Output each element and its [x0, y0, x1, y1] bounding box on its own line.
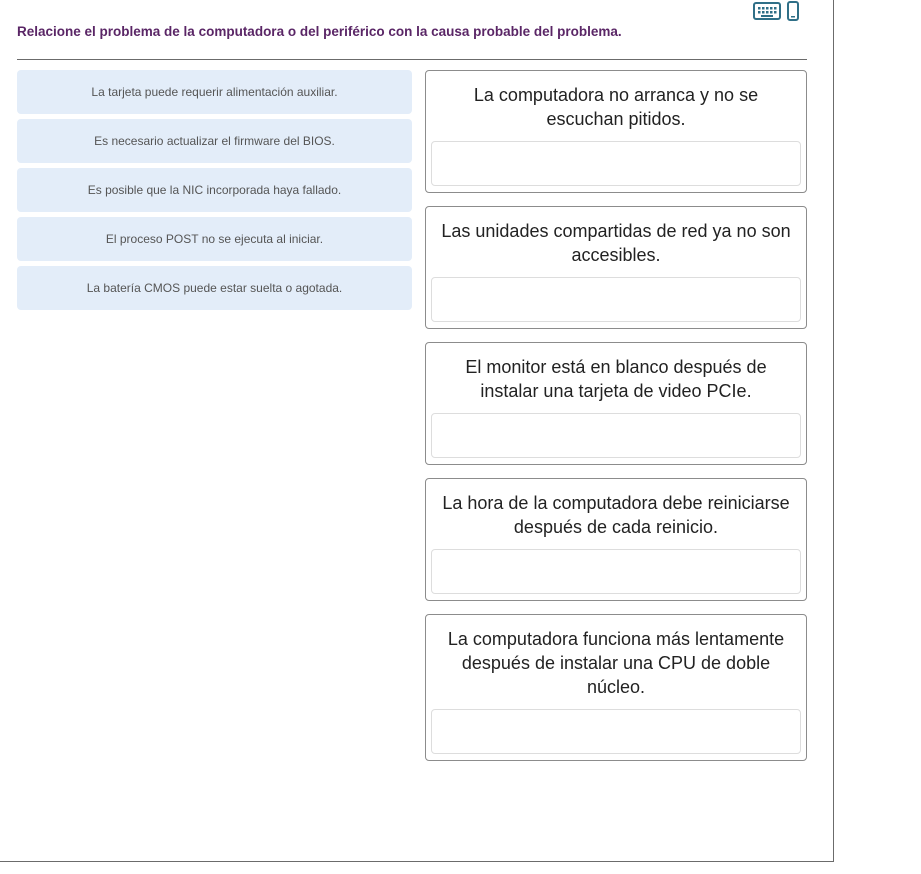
- problem-text: La computadora no arranca y no se escuchan pitidos.: [473, 85, 759, 129]
- problem-card-no-boot: [425, 70, 807, 193]
- frame-right-border: [833, 0, 834, 862]
- answer-option-auxiliary-power[interactable]: La tarjeta puede requerir alimentación auxiliar.: [17, 70, 412, 114]
- frame-bottom-border: [0, 861, 834, 862]
- drop-zone[interactable]: [431, 549, 801, 594]
- answer-option-post-not-running[interactable]: El proceso POST no se ejecuta al iniciar.: [17, 217, 412, 261]
- problem-list: [425, 70, 807, 774]
- drop-zone[interactable]: [431, 277, 801, 322]
- problem-text: La hora de la computadora debe reiniciarse después de cada reinicio.: [442, 493, 790, 537]
- instruction-text: Relacione el problema de la computadora o del periférico con la causa probable del problema.: [17, 24, 622, 39]
- answer-option-cmos-battery[interactable]: La batería CMOS puede estar suelta o agotada.: [17, 266, 412, 310]
- answer-option-nic-failed[interactable]: Es posible que la NIC incorporada haya fallado.: [17, 168, 412, 212]
- problem-card-clock-reset: [425, 478, 807, 601]
- problem-card-slow-cpu: [425, 614, 807, 761]
- problem-text: La computadora funciona más lentamente después de instalar una CPU de doble núcleo.: [447, 629, 785, 697]
- answer-option-bios-firmware[interactable]: Es necesario actualizar el firmware del BIOS.: [17, 119, 412, 163]
- problem-card-network-drives: [425, 206, 807, 329]
- answer-options-list: [17, 70, 412, 315]
- problem-text: El monitor está en blanco después de instalar una tarjeta de video PCIe.: [465, 357, 767, 401]
- keyboard-icon[interactable]: [753, 2, 781, 20]
- mobile-phone-icon[interactable]: [787, 1, 799, 21]
- toolbar: [753, 1, 799, 21]
- problem-text: Las unidades compartidas de red ya no son accesibles.: [441, 221, 791, 265]
- header-divider: [17, 59, 807, 60]
- drop-zone[interactable]: [431, 141, 801, 186]
- drop-zone[interactable]: [431, 709, 801, 754]
- problem-card-blank-monitor: [425, 342, 807, 465]
- drop-zone[interactable]: [431, 413, 801, 458]
